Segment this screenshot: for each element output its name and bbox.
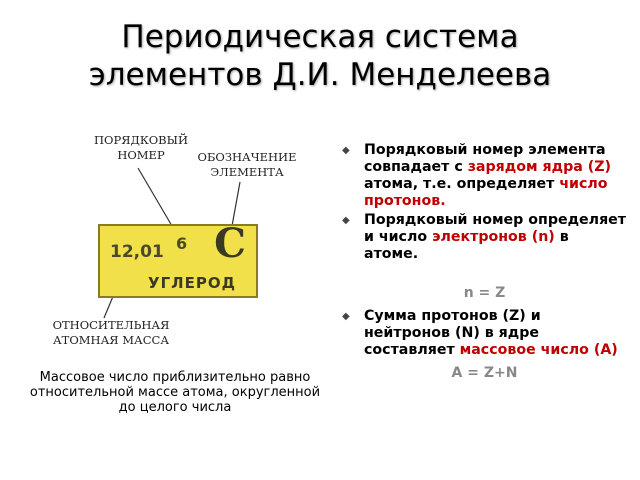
card-atomic-mass: 12,01 bbox=[110, 242, 164, 262]
label-atomic-mass: ОТНОСИТЕЛЬНАЯ АТОМНАЯ МАССА bbox=[52, 318, 170, 347]
bullet-list bbox=[342, 142, 627, 382]
label-atomic-number: ПОРЯДКОВЫЙ НОМЕР bbox=[94, 133, 188, 162]
pointer-line-number bbox=[138, 168, 172, 226]
title-line-1: Периодическая система bbox=[121, 19, 519, 55]
card-element-symbol: C bbox=[214, 220, 246, 267]
highlight-mass-number: массовое число (А) bbox=[459, 342, 618, 358]
title-line-2: элементов Д.И. Менделеева bbox=[88, 57, 552, 93]
label-element-symbol: ОБОЗНАЧЕНИЕ ЭЛЕМЕНТА bbox=[197, 150, 297, 179]
formula-n-equals-z: n = Z bbox=[463, 285, 506, 301]
element-card-carbon bbox=[98, 220, 258, 298]
highlight-electrons: электронов (n) bbox=[432, 229, 555, 245]
bullet-item-3: ◆ Сумма протонов (Z) и нейтронов (N) в ядре составляет массовое число (А) bbox=[342, 308, 627, 359]
bullet-item-2: ◆ Порядковый номер определяет и число электронов (n) в атоме. bbox=[342, 212, 627, 263]
card-element-name: УГЛЕРОД bbox=[148, 274, 236, 292]
highlight-proton-count: число протонов. bbox=[364, 176, 608, 209]
mass-number-caption: Массовое число приблизительно равно относительной массе атома, округленной до целого числа bbox=[29, 370, 321, 415]
card-atomic-number: 6 bbox=[176, 234, 188, 253]
formula-a-equals-z-plus-n: A = Z+N bbox=[451, 365, 518, 381]
highlight-nuclear-charge: зарядом ядра (Z) bbox=[467, 159, 612, 175]
bullet-item-1: ◆ Порядковый номер элемента совпадает с зарядом ядра (Z) атома, т.е. определяет число протонов. bbox=[342, 142, 627, 210]
